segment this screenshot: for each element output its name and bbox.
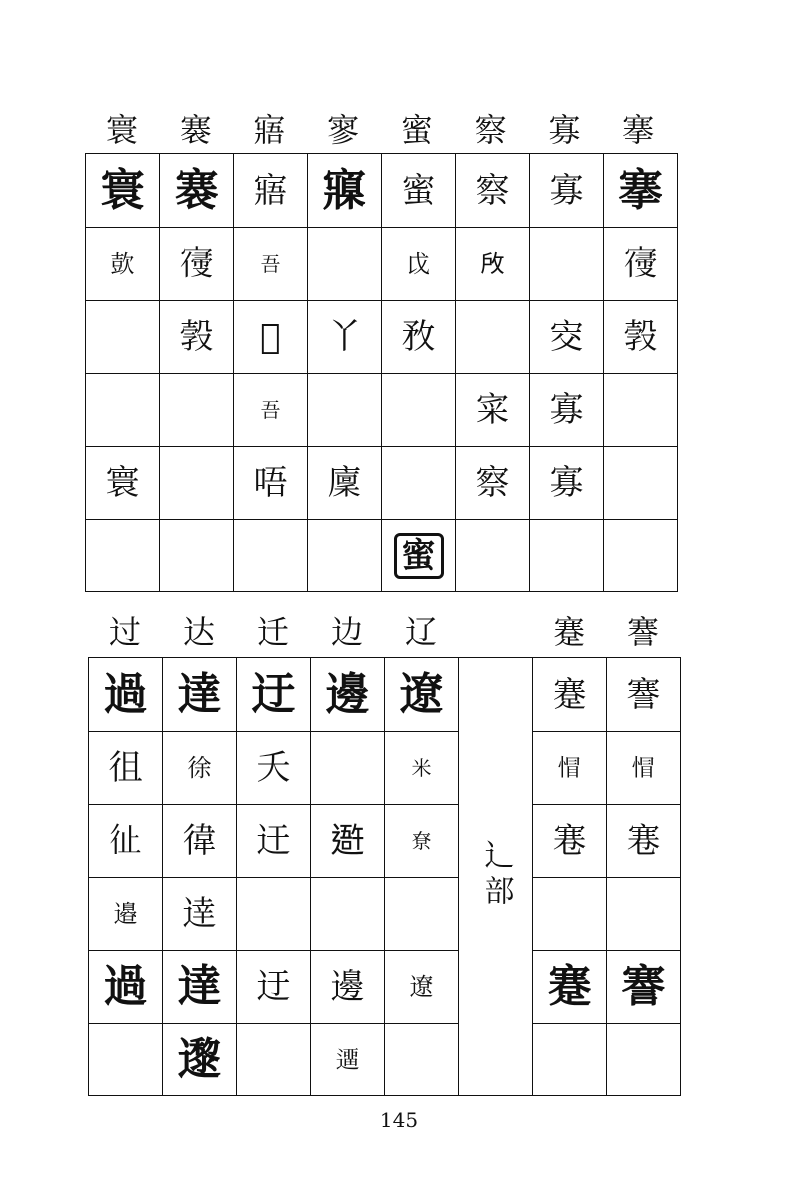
grid-cell bbox=[234, 154, 308, 228]
seal-glyph: 邉 bbox=[113, 900, 138, 928]
seal-glyph: 米 bbox=[411, 755, 432, 780]
grid-cell bbox=[308, 154, 382, 228]
seal-glyph: 寀 bbox=[475, 390, 510, 430]
grid-cell bbox=[607, 658, 681, 732]
bottom-grid-row bbox=[89, 951, 681, 1024]
seal-glyph: 敄 bbox=[401, 317, 436, 357]
seal-glyph: 遼 bbox=[409, 973, 434, 1001]
grid-cell bbox=[530, 228, 604, 301]
seal-glyph: 夭 bbox=[256, 748, 291, 788]
grid-cell bbox=[160, 374, 234, 447]
bottom-grid-row bbox=[89, 732, 681, 805]
seal-glyph: 褰 bbox=[174, 164, 219, 216]
seal-glyph: 察 bbox=[475, 170, 510, 211]
grid-cell bbox=[308, 447, 382, 520]
seal-glyph: 邌 bbox=[177, 1033, 222, 1085]
seal-glyph: 迀 bbox=[256, 821, 291, 861]
page-number: 145 bbox=[379, 1108, 419, 1132]
bottom-grid-row bbox=[89, 878, 681, 951]
top-grid-row bbox=[86, 374, 678, 447]
seal-glyph: 逹 bbox=[182, 894, 217, 934]
grid-cell bbox=[89, 805, 163, 878]
grid-cell bbox=[456, 520, 530, 592]
seal-glyph: 迂 bbox=[256, 967, 291, 1007]
bottom-header-8: 謇 bbox=[626, 613, 659, 651]
seal-glyph: 𢝌 bbox=[631, 754, 656, 782]
grid-cell bbox=[607, 1024, 681, 1096]
grid-cell bbox=[382, 447, 456, 520]
grid-cell bbox=[607, 805, 681, 878]
seal-glyph: 吾 bbox=[260, 251, 281, 276]
top-header-5: 蜜 bbox=[400, 111, 433, 149]
grid-cell bbox=[237, 658, 311, 732]
seal-glyph: 謇 bbox=[626, 674, 661, 715]
grid-cell bbox=[86, 228, 160, 301]
bottom-header-6 bbox=[458, 612, 532, 652]
bottom-header-3: 迁 bbox=[256, 613, 289, 651]
seal-glyph: 𢝌 bbox=[557, 754, 582, 782]
seal-glyph: 𡪢 bbox=[623, 244, 658, 284]
grid-cell bbox=[533, 658, 607, 732]
seal-glyph: 㝅 bbox=[623, 317, 658, 357]
bottom-header-2: 达 bbox=[182, 613, 215, 651]
seal-glyph: 過 bbox=[103, 961, 148, 1012]
grid-cell bbox=[530, 447, 604, 520]
grid-cell bbox=[234, 447, 308, 520]
bottom-grid-row bbox=[89, 805, 681, 878]
grid-cell bbox=[163, 732, 237, 805]
seal-glyph: 迂 bbox=[251, 668, 296, 720]
seal-glyph: 蜜 bbox=[401, 170, 436, 211]
seal-glyph: 寡 bbox=[549, 170, 584, 211]
grid-cell bbox=[237, 732, 311, 805]
grid-cell bbox=[604, 154, 678, 228]
seal-glyph: 𢓊 bbox=[108, 821, 143, 861]
grid-cell bbox=[530, 520, 604, 592]
seal-glyph: 𨖍 bbox=[330, 821, 365, 861]
grid-cell bbox=[163, 1024, 237, 1096]
grid-cell bbox=[311, 732, 385, 805]
grid-cell bbox=[382, 301, 456, 374]
grid-cell bbox=[234, 374, 308, 447]
top-header-3: 寤 bbox=[253, 111, 286, 149]
grid-cell bbox=[89, 658, 163, 732]
grid-cell bbox=[163, 951, 237, 1024]
bottom-header-row bbox=[88, 612, 680, 652]
grid-cell bbox=[89, 732, 163, 805]
seal-glyph: 寰 bbox=[100, 164, 145, 216]
seal-glyph: 唔 bbox=[253, 463, 288, 503]
seal-glyph: 丫 bbox=[327, 317, 362, 357]
grid-cell bbox=[160, 520, 234, 592]
grid-cell bbox=[160, 301, 234, 374]
grid-cell bbox=[234, 520, 308, 592]
seal-glyph: 徂 bbox=[108, 748, 143, 788]
grid-cell bbox=[385, 805, 459, 878]
grid-cell bbox=[308, 520, 382, 592]
seal-glyph: 遼 bbox=[399, 668, 444, 720]
grid-cell bbox=[604, 374, 678, 447]
grid-cell bbox=[311, 878, 385, 951]
seal-glyph: 寰 bbox=[105, 463, 140, 503]
grid-cell bbox=[308, 301, 382, 374]
grid-cell bbox=[456, 301, 530, 374]
bottom-grid-row bbox=[89, 658, 681, 732]
grid-cell bbox=[456, 374, 530, 447]
grid-cell bbox=[86, 301, 160, 374]
grid-cell bbox=[385, 878, 459, 951]
bottom-character-grid bbox=[88, 657, 681, 1096]
grid-cell bbox=[237, 951, 311, 1024]
top-header-6: 察 bbox=[474, 111, 507, 149]
seal-glyph: 寋 bbox=[552, 821, 587, 861]
grid-cell bbox=[237, 805, 311, 878]
grid-cell bbox=[604, 301, 678, 374]
top-grid-row bbox=[86, 520, 678, 592]
grid-cell bbox=[607, 732, 681, 805]
grid-cell bbox=[86, 154, 160, 228]
grid-cell bbox=[533, 951, 607, 1024]
seal-glyph: 察 bbox=[475, 463, 510, 503]
seal-glyph: 寱 bbox=[322, 164, 367, 216]
grid-cell bbox=[163, 658, 237, 732]
grid-cell bbox=[385, 732, 459, 805]
seal-glyph: 過 bbox=[103, 668, 148, 720]
grid-cell bbox=[604, 228, 678, 301]
grid-cell bbox=[533, 1024, 607, 1096]
seal-glyph: 徐 bbox=[187, 754, 212, 782]
grid-cell bbox=[456, 154, 530, 228]
seal-glyph: 𡪢 bbox=[179, 244, 214, 284]
grid-cell bbox=[385, 658, 459, 732]
seal-glyph: 𨖻 bbox=[335, 1045, 360, 1074]
seal-glyph: 寡 bbox=[549, 463, 584, 503]
grid-cell bbox=[311, 658, 385, 732]
seal-glyph: 㰻 bbox=[110, 250, 135, 278]
seal-glyph: 蹇 bbox=[552, 674, 587, 715]
seal-glyph: 徫 bbox=[182, 821, 217, 861]
grid-cell bbox=[385, 951, 459, 1024]
radical-label-cell bbox=[459, 658, 533, 1096]
grid-cell bbox=[530, 154, 604, 228]
grid-cell bbox=[607, 951, 681, 1024]
seal-glyph: 邊 bbox=[325, 668, 370, 720]
top-header-1: 寰 bbox=[105, 111, 138, 149]
seal-glyph: 寡 bbox=[549, 390, 584, 430]
seal-glyph: 戉 bbox=[406, 250, 431, 278]
grid-cell bbox=[311, 1024, 385, 1096]
top-grid-row bbox=[86, 228, 678, 301]
top-header-7: 寡 bbox=[548, 111, 581, 149]
top-header-4: 寥 bbox=[327, 111, 360, 149]
grid-cell bbox=[234, 301, 308, 374]
grid-cell bbox=[89, 1024, 163, 1096]
grid-cell bbox=[382, 520, 456, 592]
top-character-grid bbox=[85, 153, 678, 592]
grid-cell bbox=[382, 154, 456, 228]
grid-cell bbox=[86, 447, 160, 520]
seal-glyph: 𢼄 bbox=[480, 250, 505, 278]
grid-cell bbox=[163, 805, 237, 878]
seal-glyph: 尞 bbox=[411, 828, 432, 853]
seal-glyph: 㝅 bbox=[179, 317, 214, 357]
grid-cell bbox=[530, 374, 604, 447]
grid-cell bbox=[308, 374, 382, 447]
bottom-header-4: 边 bbox=[330, 613, 363, 651]
seal-glyph: 搴 bbox=[618, 164, 663, 216]
grid-cell bbox=[308, 228, 382, 301]
grid-cell bbox=[163, 878, 237, 951]
grid-cell bbox=[385, 1024, 459, 1096]
top-header-row bbox=[85, 110, 675, 150]
radical-label: 辶部 bbox=[478, 838, 514, 911]
bottom-grid-row bbox=[89, 1024, 681, 1096]
grid-cell bbox=[86, 520, 160, 592]
grid-cell bbox=[604, 447, 678, 520]
seal-stamp-glyph: 蜜 bbox=[394, 533, 444, 579]
grid-cell bbox=[311, 805, 385, 878]
seal-glyph: 㝔 bbox=[549, 317, 584, 357]
seal-glyph: 寋 bbox=[626, 821, 661, 861]
grid-cell bbox=[456, 447, 530, 520]
grid-cell bbox=[382, 374, 456, 447]
seal-glyph: 廩 bbox=[327, 463, 362, 503]
seal-glyph: 邊 bbox=[330, 967, 365, 1007]
top-header-8: 搴 bbox=[622, 111, 655, 149]
seal-glyph: 蹇 bbox=[547, 961, 592, 1012]
bottom-header-5: 辽 bbox=[404, 613, 437, 651]
grid-cell bbox=[311, 951, 385, 1024]
seal-glyph: 達 bbox=[177, 961, 222, 1012]
grid-cell bbox=[234, 228, 308, 301]
grid-cell bbox=[86, 374, 160, 447]
grid-cell bbox=[382, 228, 456, 301]
seal-glyph: 吾 bbox=[260, 397, 281, 422]
top-header-2: 褰 bbox=[179, 111, 212, 149]
seal-glyph: 謇 bbox=[621, 961, 666, 1012]
grid-cell bbox=[604, 520, 678, 592]
grid-cell bbox=[89, 878, 163, 951]
top-grid-row bbox=[86, 301, 678, 374]
top-grid-row bbox=[86, 447, 678, 520]
grid-cell bbox=[533, 732, 607, 805]
grid-cell bbox=[533, 878, 607, 951]
grid-cell bbox=[530, 301, 604, 374]
seal-glyph: 達 bbox=[177, 668, 222, 720]
top-grid-row bbox=[86, 154, 678, 228]
bottom-header-7: 蹇 bbox=[552, 613, 585, 651]
grid-cell bbox=[237, 1024, 311, 1096]
grid-cell bbox=[160, 447, 234, 520]
grid-cell bbox=[89, 951, 163, 1024]
grid-cell bbox=[607, 878, 681, 951]
grid-cell bbox=[160, 228, 234, 301]
seal-glyph: 寤 bbox=[253, 170, 288, 211]
bottom-header-1: 过 bbox=[108, 613, 141, 651]
grid-cell bbox=[533, 805, 607, 878]
grid-cell bbox=[456, 228, 530, 301]
grid-cell bbox=[237, 878, 311, 951]
seal-glyph: 𢼸 bbox=[260, 317, 281, 357]
grid-cell bbox=[160, 154, 234, 228]
